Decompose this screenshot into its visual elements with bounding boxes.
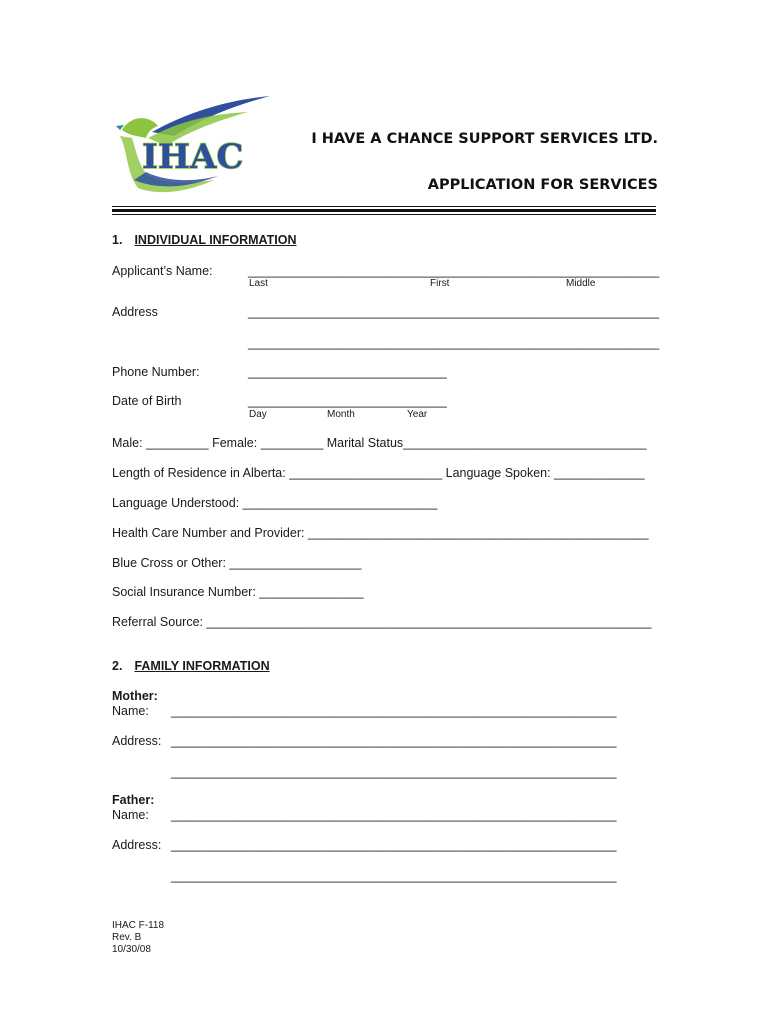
dob-hint-year: Year [407,409,428,420]
father-heading: Father: [112,793,155,807]
ihac-logo [108,92,274,198]
phone-blank: _____________________________ [248,365,447,379]
residence-language-spoken-line: Length of Residence in Alberta: ______________________ Language Spoken: _____________ [112,466,645,480]
form-date: 10/30/08 [112,944,151,955]
section-2-title: FAMILY INFORMATION [134,659,270,673]
mother-name-blank: _________________________________________________________________ [171,704,617,718]
applicant-name-label: Applicant’s Name: [112,264,213,278]
logo-lettering: IHAC [142,137,244,177]
section-1-number: 1. [112,233,123,247]
referral-source-line: Referral Source: ________________________________________________________________ [112,615,652,629]
blue-cross-line: Blue Cross or Other: ___________________ [112,556,362,570]
mother-name-label: Name: [112,704,149,718]
header-rule-thick [112,209,656,212]
address-blank-1: ____________________________________________________________ [248,305,660,319]
company-name: I HAVE A CHANCE SUPPORT SERVICES LTD. [311,131,658,147]
section-2-heading [112,659,270,673]
applicant-name-hint-first: First [430,278,450,289]
health-care-number-line: Health Care Number and Provider: _________________________________________________ [112,526,649,540]
dob-hint-month: Month [327,409,355,420]
dob-label: Date of Birth [112,394,182,408]
father-name-blank: _________________________________________________________________ [171,808,617,822]
header-rule-thin-top [112,206,656,207]
form-revision: Rev. B [112,932,142,943]
header-rule-thin-bottom [112,214,656,215]
applicant-name-hint-last: Last [249,278,268,289]
section-1-heading [112,233,296,247]
mother-address-blank-2: _________________________________________________________________ [171,765,617,779]
father-address-blank-1: _________________________________________________________________ [171,838,617,852]
form-title: APPLICATION FOR SERVICES [427,177,658,193]
sex-marital-status-line: Male: _________ Female: _________ Marital Status___________________________________ [112,436,647,450]
dove-logo-icon [108,92,274,198]
language-understood-line: Language Understood: ____________________________ [112,496,438,510]
social-insurance-number-line: Social Insurance Number: _______________ [112,585,364,599]
father-address-label: Address: [112,838,162,852]
dob-blank: _____________________________ [248,394,447,408]
form-number: IHAC F-118 [112,920,165,931]
section-1-title: INDIVIDUAL INFORMATION [134,233,297,247]
section-2-number: 2. [112,659,123,673]
form-footer [112,920,164,956]
mother-address-blank-1: _________________________________________________________________ [171,734,617,748]
phone-label: Phone Number: [112,365,200,379]
applicant-name-hint-middle: Middle [566,278,596,289]
father-name-label: Name: [112,808,149,822]
applicant-name-blank: ____________________________________________________________ [248,264,660,278]
mother-heading: Mother: [112,689,158,703]
dob-hint-day: Day [249,409,267,420]
father-address-blank-2: _________________________________________________________________ [171,869,617,883]
address-label: Address [112,305,158,319]
mother-address-label: Address: [112,734,162,748]
address-blank-2: ____________________________________________________________ [248,336,660,350]
